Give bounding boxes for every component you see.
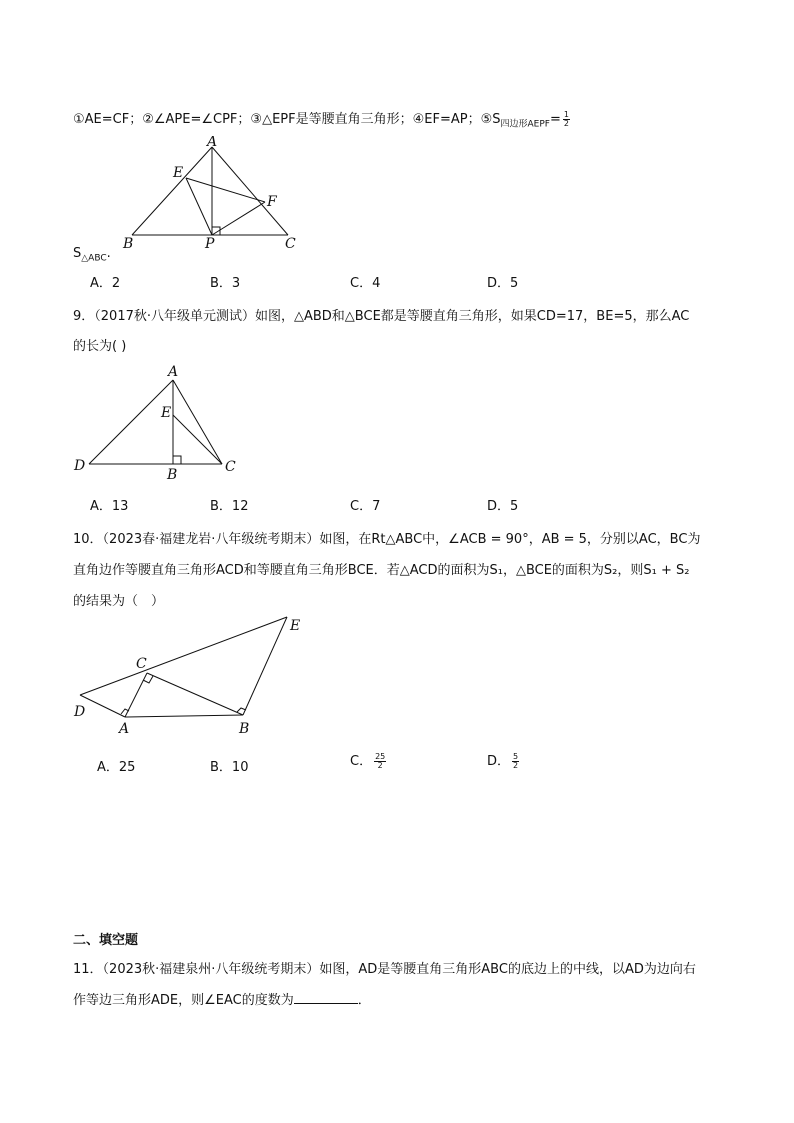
q8-fraction: $\frac{1}{2}$	[563, 110, 569, 128]
q10-label-c: C	[136, 656, 147, 672]
q9-label-e: E	[161, 405, 172, 421]
q8-option-b[interactable]: B．3	[210, 276, 241, 291]
q8-figure	[110, 136, 310, 252]
q8-label-a: A	[207, 136, 218, 150]
q8-statements	[73, 108, 570, 130]
q10-stem-line2: 直角边作等腰直角三角形ACD和等腰直角三角形BCE．若△ACD的面积为S₁，△BCE的面积为S₂，则S₁ + S₂	[73, 563, 690, 578]
q10-line-eb	[243, 617, 287, 715]
q8-line-ef	[186, 178, 265, 202]
q8-label-f: F	[267, 194, 277, 210]
q10-line-ab	[125, 715, 243, 717]
q10-option-c[interactable]: C． $\frac{25}{2}$	[350, 752, 386, 770]
q10-line-cb	[147, 673, 243, 715]
q10-label-a: A	[119, 721, 130, 737]
q10-option-d-fraction: $\frac{5}{2}$	[513, 752, 519, 770]
q9-stem-line2: 的长为( )	[73, 339, 127, 354]
q8-line-ab	[132, 147, 212, 235]
section-heading: 二、填空题	[73, 933, 139, 948]
q8-statement-4: ④EF=AP；	[412, 112, 481, 127]
q9-label-d: D	[74, 458, 86, 474]
q8-line-ep	[186, 178, 212, 235]
q9-line-da	[89, 380, 173, 464]
q8-label-e: E	[173, 165, 184, 181]
q9-stem-line1: 9．（2017秋·八年级单元测试）如图，△ABD和△BCE都是等腰直角三角形，如果CD=17，BE=5，那么AC	[73, 309, 690, 324]
q10-stem-line3: 的结果为（ ）	[73, 594, 165, 609]
q9-option-a[interactable]: A．13	[90, 499, 129, 514]
q10-line-da	[80, 695, 125, 717]
q8-option-a[interactable]: A．2	[90, 276, 121, 291]
q9-option-b[interactable]: B．12	[210, 499, 249, 514]
q10-option-c-fraction: $\frac{25}{2}$	[375, 752, 386, 770]
q10-figure	[70, 610, 320, 740]
q11-stem-line2: 作等边三角形ADE，则∠EAC的度数为 ．	[73, 993, 371, 1008]
q10-option-b[interactable]: B．10	[210, 760, 249, 775]
q10-label-d: D	[74, 704, 86, 720]
q9-label-b: B	[167, 467, 178, 483]
q9-option-c[interactable]: C．7	[350, 499, 381, 514]
q8-option-d[interactable]: D．5	[487, 276, 519, 291]
q10-stem-line1: 10．（2023春·福建龙岩·八年级统考期末）如图，在Rt△ABC中，∠ACB = 90°，AB = 5，分别以AC，BC为	[73, 532, 701, 547]
q9-figure	[70, 360, 250, 485]
q10-line-dc-ce	[80, 617, 287, 695]
q8-label-p: P	[205, 236, 215, 252]
q10-option-a[interactable]: A．25	[97, 760, 136, 775]
q10-label-b: B	[239, 721, 250, 737]
q9-label-a: A	[168, 364, 179, 380]
q8-statement-3: ③△EPF是等腰直角三角形；	[250, 112, 413, 127]
q8-option-c[interactable]: C．4	[350, 276, 381, 291]
q8-line-ac	[212, 147, 288, 235]
q8-statement-2: ②∠APE=∠CPF；	[142, 112, 251, 127]
q9-right-angle-mark	[173, 456, 181, 464]
q8-statement-5: $⑤S_{四边形AEPF}=$ $\frac{1}{2}$	[480, 110, 569, 130]
q9-label-c: C	[225, 459, 236, 475]
q11-answer-blank[interactable]	[294, 991, 358, 1004]
q10-label-e: E	[290, 618, 301, 634]
q11-stem-line1: 11．（2023秋·福建泉州·八年级统考期末）如图，AD是等腰直角三角形ABC的底边上的中线，以AD为边向右	[73, 962, 696, 977]
q8-label-b: B	[123, 236, 134, 252]
q8-statement-1: ①AE=CF；	[73, 112, 143, 127]
q9-option-d[interactable]: D．5	[487, 499, 519, 514]
q10-option-d[interactable]: D． $\frac{5}{2}$	[487, 752, 519, 770]
q8-tail: $S_{\triangle ABC}$.	[73, 246, 111, 264]
q8-label-c: C	[285, 236, 296, 252]
